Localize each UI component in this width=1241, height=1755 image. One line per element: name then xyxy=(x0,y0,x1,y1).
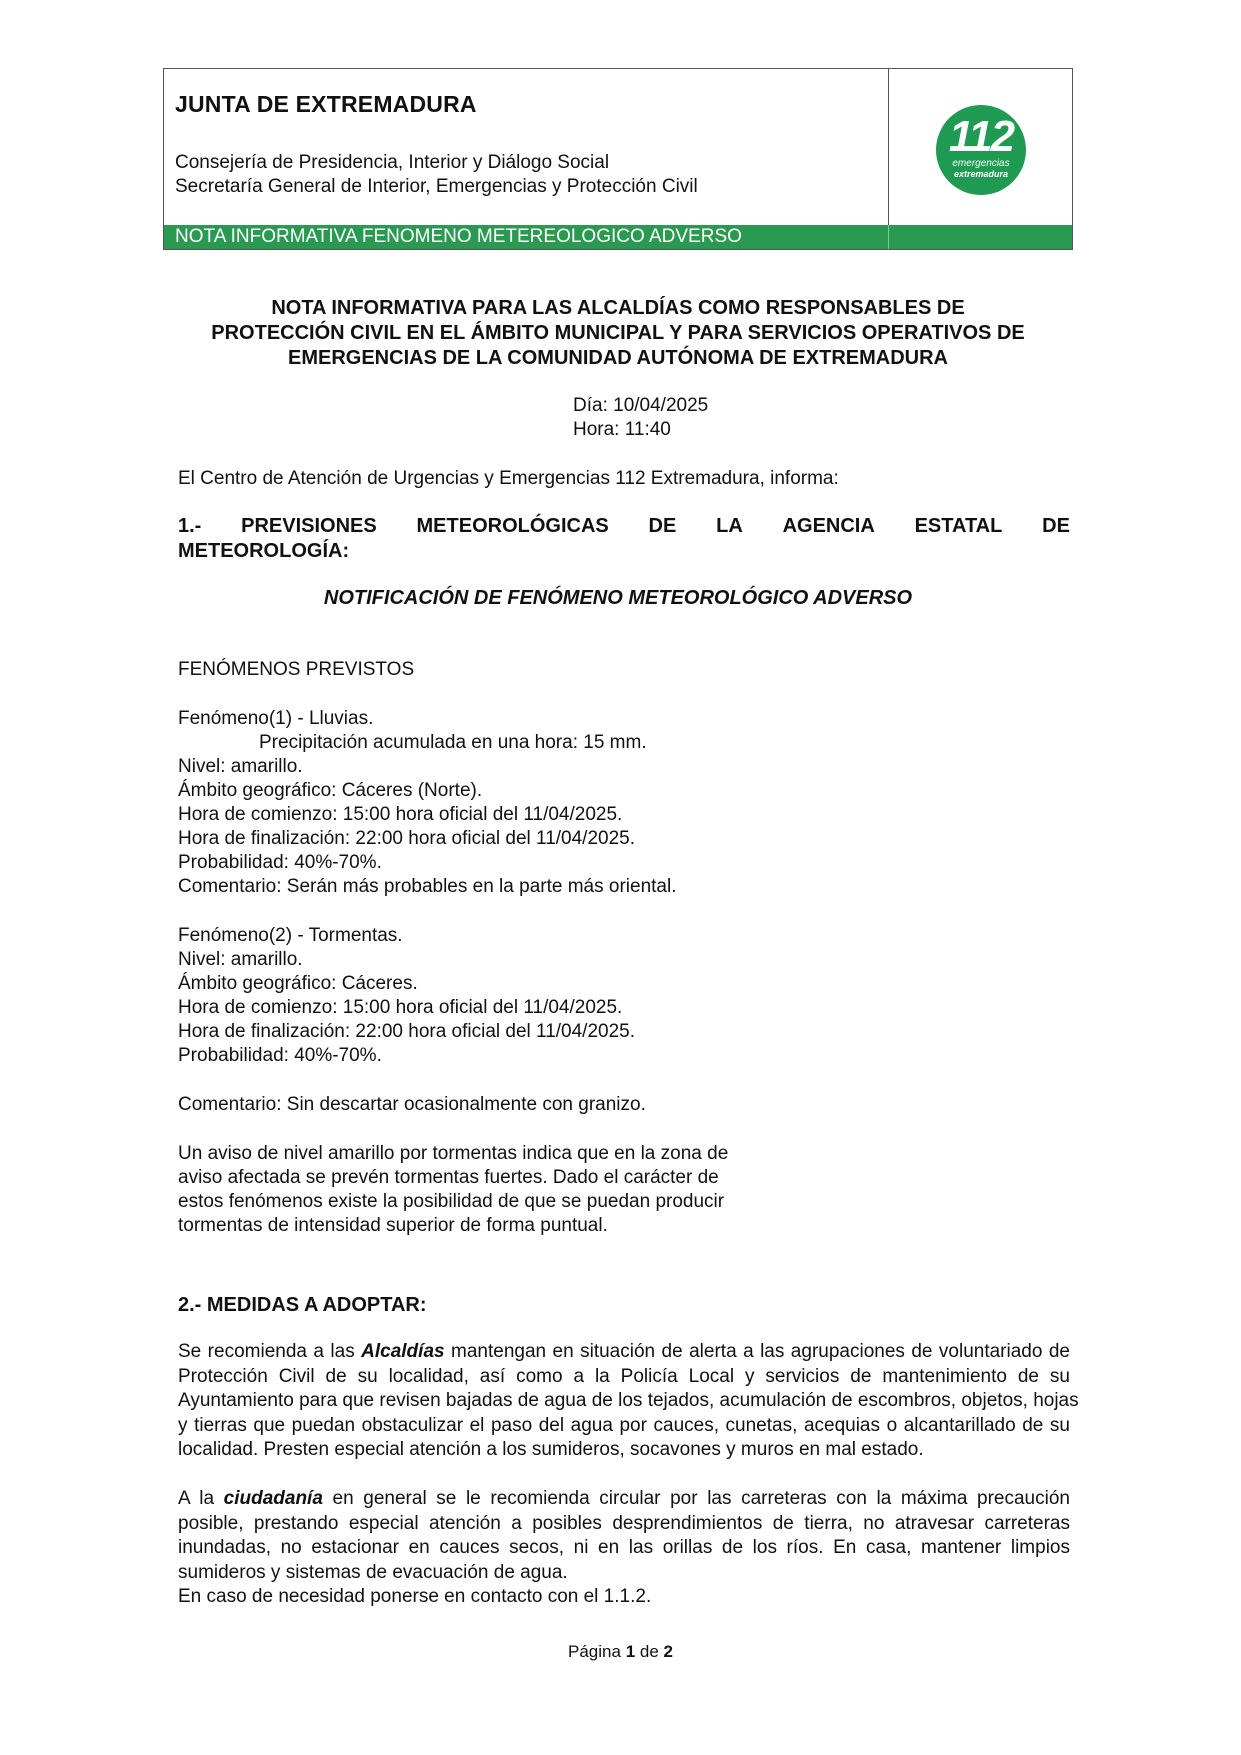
phenomenon2-area: Ámbito geográfico: Cáceres. xyxy=(178,973,418,994)
banner-divider xyxy=(888,225,889,249)
section2-heading: 2.- MEDIDAS A ADOPTAR: xyxy=(178,1294,427,1316)
text-run: Se recomienda a las xyxy=(178,1341,362,1362)
phenomenon1-comment: Comentario: Serán más probables en la parte más oriental. xyxy=(178,876,677,897)
paragraph-line: En caso de necesidad ponerse en contacto con el 1.1.2. xyxy=(178,1586,652,1607)
emphasis-text: Alcaldías xyxy=(361,1341,445,1362)
paragraph-line: Protección Civil de su localidad, así como a la Policía Local y servicios de mantenimiento de su xyxy=(178,1365,1070,1387)
section1-heading xyxy=(178,515,1070,538)
emphasis-text: ciudadanía xyxy=(223,1488,323,1509)
heading-word: DE xyxy=(648,515,677,537)
phenomenon2-start: Hora de comienzo: 15:00 hora oficial del 11/04/2025. xyxy=(178,997,623,1018)
page-number xyxy=(0,1642,1241,1662)
phenomenon2-comment: Comentario: Sin descartar ocasionalmente con granizo. xyxy=(178,1094,646,1115)
paragraph-line xyxy=(178,1340,1070,1365)
document-title xyxy=(163,296,1073,371)
heading-word: 1.- xyxy=(178,515,202,537)
header-banner xyxy=(164,225,1072,249)
measures-paragraph-2 xyxy=(178,1487,1070,1610)
phenomenon2-end: Hora de finalización: 22:00 hora oficial del 11/04/2025. xyxy=(178,1021,636,1042)
phenomenon1-level: Nivel: amarillo. xyxy=(178,756,303,777)
emergency-112-logo-icon xyxy=(936,105,1026,195)
phenomenon1-area: Ámbito geográfico: Cáceres (Norte). xyxy=(178,780,483,801)
text-run: en general se le recomienda circular por las carreteras con la máxima precaución xyxy=(322,1488,1070,1509)
issue-time: Hora: 11:40 xyxy=(573,419,671,440)
logo-text-line1: emergencias xyxy=(952,158,1010,169)
paragraph-line: sumideros y sistemas de evacuación de agua. xyxy=(178,1561,568,1583)
phenomenon2-level: Nivel: amarillo. xyxy=(178,949,303,970)
heading-word: ESTATAL xyxy=(914,515,1003,537)
phenomenon2-title: Fenómeno(2) - Tormentas. xyxy=(178,925,403,946)
current-page: 1 xyxy=(625,1642,636,1661)
title-line: PROTECCIÓN CIVIL EN EL ÁMBITO MUNICIPAL Y PARA SERVICIOS OPERATIVOS DE xyxy=(211,322,1025,344)
paragraph-line: posible, prestando especial atención a posibles desprendimientos de tierra, no atravesar carreteras xyxy=(178,1512,1070,1534)
measures-paragraph-1 xyxy=(178,1340,1079,1463)
phenomenon1-end: Hora de finalización: 22:00 hora oficial del 11/04/2025. xyxy=(178,828,636,849)
logo-number: 112 xyxy=(948,112,1014,161)
warning-line: tormentas de intensidad superior de forma puntual. xyxy=(178,1215,608,1236)
paragraph-line: Ayuntamiento para que revisen bajadas de agua de los tejados, acumulación de escombros, objetos, hojas xyxy=(178,1390,1079,1411)
issue-date: Día: 10/04/2025 xyxy=(573,395,709,416)
phenomenon1-start: Hora de comienzo: 15:00 hora oficial del 11/04/2025. xyxy=(178,804,623,825)
heading-word: LA xyxy=(716,515,743,537)
title-line: EMERGENCIAS DE LA COMUNIDAD AUTÓNOMA DE EXTREMADURA xyxy=(288,347,948,369)
phenomena-heading: FENÓMENOS PREVISTOS xyxy=(178,659,415,680)
total-pages: 2 xyxy=(663,1642,673,1661)
page-separator: de xyxy=(635,1642,664,1661)
header-left-cell xyxy=(164,69,889,225)
sub-department-name: Secretaría General de Interior, Emergencias y Protección Civil xyxy=(175,176,698,197)
banner-text: NOTA INFORMATIVA FENOMENO METEREOLOGICO ADVERSO xyxy=(175,226,742,247)
heading-word: METEOROLÓGICAS xyxy=(416,515,609,537)
department-name: Consejería de Presidencia, Interior y Diálogo Social xyxy=(175,152,610,173)
heading-word: PREVISIONES xyxy=(241,515,377,537)
paragraph-line xyxy=(178,1487,1070,1512)
warning-line: aviso afectada se prevén tormentas fuertes. Dado el carácter de xyxy=(178,1167,719,1188)
text-run: A la xyxy=(178,1488,224,1509)
page-label: Página xyxy=(568,1642,626,1661)
phenomenon1-probability: Probabilidad: 40%-70%. xyxy=(178,852,382,873)
warning-line: estos fenómenos existe la posibilidad de que se puedan producir xyxy=(178,1191,725,1212)
notification-title: NOTIFICACIÓN DE FENÓMENO METEOROLÓGICO ADVERSO xyxy=(323,587,913,609)
heading-word: DE xyxy=(1042,515,1070,537)
paragraph-line: y tierras que puedan obstaculizar el paso del agua por cauces, cunetas, acequias o alcantarillado de su xyxy=(178,1414,1070,1436)
title-line: NOTA INFORMATIVA PARA LAS ALCALDÍAS COMO RESPONSABLES DE xyxy=(271,297,965,319)
paragraph-line: inundadas, no estacionar en cauces secos, ni en las orillas de los ríos. En casa, mantener limpios xyxy=(178,1537,1070,1558)
phenomenon2-probability: Probabilidad: 40%-70%. xyxy=(178,1045,382,1066)
phenomenon1-title: Fenómeno(1) - Lluvias. xyxy=(178,708,374,729)
document-header xyxy=(163,68,1073,250)
paragraph-line: localidad. Presten especial atención a los sumideros, socavones y muros en mal estado. xyxy=(178,1439,924,1460)
section1-heading-continued: METEOROLOGÍA: xyxy=(178,540,350,562)
intro-text: El Centro de Atención de Urgencias y Emergencias 112 Extremadura, informa: xyxy=(178,468,839,489)
logo-text-line2: extremadura xyxy=(953,169,1009,179)
phenomenon1-detail: Precipitación acumulada en una hora: 15 mm. xyxy=(259,732,647,753)
warning-line: Un aviso de nivel amarillo por tormentas indica que en la zona de xyxy=(178,1143,729,1164)
text-run: mantengan en situación de alerta a las agrupaciones de voluntariado de xyxy=(444,1341,1070,1362)
organization-title: JUNTA DE EXTREMADURA xyxy=(175,91,477,117)
heading-word: AGENCIA xyxy=(782,515,875,537)
